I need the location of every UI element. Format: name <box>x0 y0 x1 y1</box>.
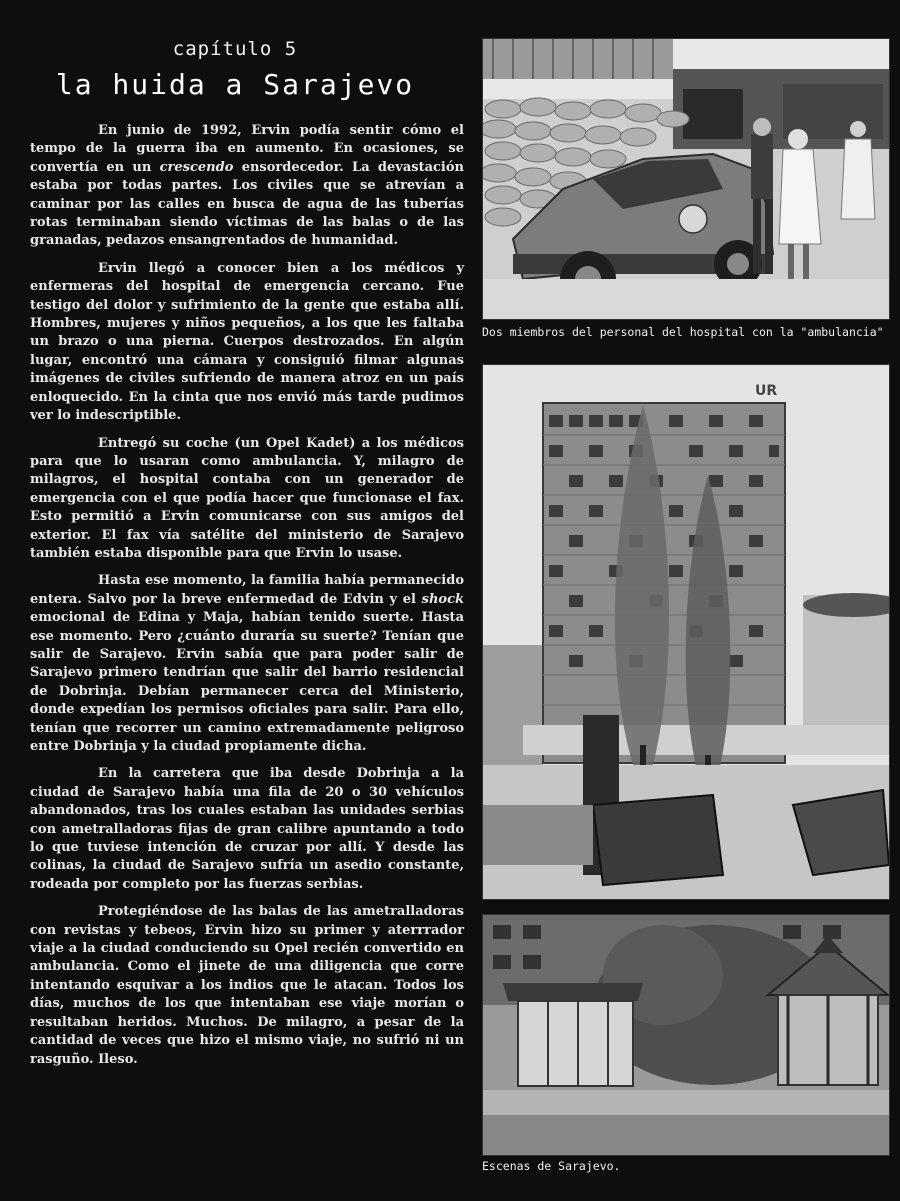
paragraph-5: En la carretera que iba desde Dobrinja a la ciudad de Sarajevo había una fila de 20 o 30 vehículos abandonados, tras los cuales estaban las unidades serbias con ametralladoras fijas de gran calibre apuntando a todo lo que tuviese intención de cruzar por allí. Y desde las colinas, la ciudad de Sarajevo sufría un asedio constante, rodeada por completo por las fuerzas serbias. <box>30 766 464 892</box>
photo-city-kiosks <box>482 914 890 1156</box>
caption-hospital-ambulance: Dos miembros del personal del hospital con la "ambulancia" <box>482 325 884 339</box>
paragraph-2: Ervin llegó a conocer bien a los médicos y enfermeras del hospital de emergencia cercano. Fue testigo del dolor y sufrimiento de la gente que estaba allí. Hombres, mujeres y niños pequeños, a los que les faltaba un brazo o una pierna. Cuerpos destrozados. En algún lugar, encontró una cámara y consiguió filmar algunas imágenes de civiles sufriendo de manera atroz en un país enloquecido. En la cinta que nos envió más tarde pudimos ver lo indescriptible. <box>30 260 464 424</box>
building-sign: UR <box>755 383 778 399</box>
paragraph-6: Protegiéndose de las balas de las ametralladoras con revistas y tebeos, Ervin hizo su primer y aterrrador viaje a la ciudad conduciendo su Opel recién convertido en ambulancia. Como el jinete de una diligencia que corre intentando esquivar a los indios que le atacan. Todos los días, muchos de los que intentaban ese viaje morían o resultaban heridos. Muchos. De milagro, a pesar de la cantidad de veces que hizo el mismo viaje, no sufrió ni un rasguño. Ileso. <box>30 904 464 1067</box>
paragraph-3: Entregó su coche (un Opel Kadet) a los médicos para que lo usaran como ambulancia. Y, milagro de milagros, el hospital contaba con un generador de emergencia con el que podía hacer que funcionase el fax. Esto permitió a Ervin comunicarse con sus amigos del exterior. El fax vía satélite del ministerio de Sarajevo también estaba disponible para que Ervin lo usase. <box>30 435 464 561</box>
body-text <box>30 122 464 1078</box>
chapter-label: capítulo 5 <box>172 38 298 60</box>
paragraph-4: Hasta ese momento, la familia había permanecido entera. Salvo por la breve enfermedad de Edvin y el shock emocional de Edina y Maja, habían tenido suerte. Hasta ese momento. Pero ¿cuánto duraría su suerte? Tenían que salir de Sarajevo. Ervin sabía que para poder salir de Sarajevo primero tendrían que salir del barrio residencial de Dobrinja. Debían permanecer cerca del Ministerio, donde expedían los permisos oficiales para salir. Para ello, tenían que recorrer un camino extremadamente peligroso entre Dobrinja y la ciudad propiamente dicha. <box>30 573 464 754</box>
paragraph-1: En junio de 1992, Ervin podía sentir cómo el tempo de la guerra iba en aumento. En ocasiones, se convertía en un crescendo ensordecedor. La devastación estaba por todas partes. Los civiles que se atrevían a caminar por las calles en busca de agua de las tuberías rotas terminaban siendo víctimas de las balas o de las granadas, pedazos ensangrentados de humanidad. <box>30 123 464 249</box>
photo-damaged-building <box>482 364 890 900</box>
caption-sarajevo-scenes: Escenas de Sarajevo. <box>482 1159 621 1173</box>
page-title: la huida a Sarajevo <box>55 68 415 101</box>
photo-hospital-ambulance <box>482 38 890 320</box>
